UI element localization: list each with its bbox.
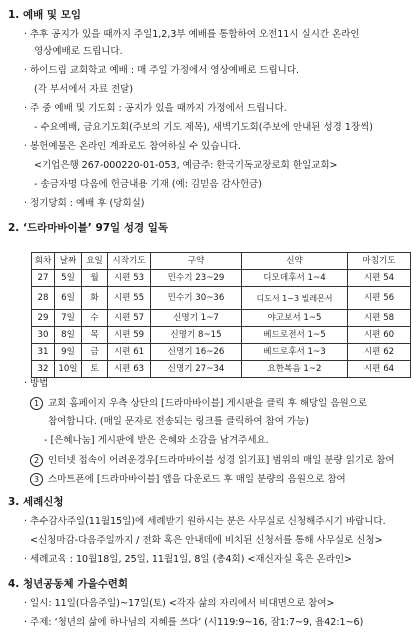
table-row <box>32 327 411 344</box>
cell-ot: 신명기 8~15 <box>151 327 242 344</box>
reading-schedule-table <box>31 252 411 378</box>
table-row <box>32 270 411 287</box>
cell-weekday: 화 <box>82 287 108 310</box>
cell-round: 31 <box>32 344 55 361</box>
method-step-3 <box>30 473 346 486</box>
section-title-baptism: 3. 세례신청 <box>8 496 64 508</box>
cell-opening: 시편 63 <box>108 361 151 378</box>
retreat-theme: · 주제: ‘청년의 삶에 하나님의 지혜를 쓰다’ (시119:9~16, 잠1:7~9, 욥42:1~6) <box>24 617 364 628</box>
cell-closing: 시편 58 <box>348 310 411 327</box>
cell-nt: 디도서 1~3 빌레몬서 <box>242 287 348 310</box>
baptism-line-2: <신청마감-다음주일까지 / 전화 혹은 안내데에 비치된 신청서를 통해 사무실로 신청> <box>30 535 383 546</box>
cell-date: 8일 <box>55 327 82 344</box>
header-date: 날짜 <box>55 253 82 270</box>
method-step-1-text: 교회 홈페이지 우측 상단의 [드라마바이블] 게시판을 클릭 후 해당일 음원으로 <box>48 398 368 409</box>
baptism-line-3: · 세례교육 : 10월18일, 25일, 11월1일, 8일 (총4회) <재신자실 혹은 온라인> <box>24 554 353 565</box>
cell-nt: 요한복음 1~2 <box>242 361 348 378</box>
cell-closing: 시편 64 <box>348 361 411 378</box>
number-1-badge: 1 <box>30 397 43 410</box>
header-new-testament: 신약 <box>242 253 348 270</box>
cell-nt: 디모데후서 1~4 <box>242 270 348 287</box>
cell-weekday: 수 <box>82 310 108 327</box>
header-closing-prayer: 마침기도 <box>348 253 411 270</box>
cell-closing: 시편 60 <box>348 327 411 344</box>
cell-closing: 시편 56 <box>348 287 411 310</box>
cell-ot: 민수기 23~29 <box>151 270 242 287</box>
cell-round: 30 <box>32 327 55 344</box>
table-header-row <box>32 253 411 270</box>
cell-ot: 신명기 16~26 <box>151 344 242 361</box>
cell-round: 27 <box>32 270 55 287</box>
cell-nt: 야고보서 1~5 <box>242 310 348 327</box>
section-title-bible-reading: 2. ‘드라마바이블’ 97일 성경 일독 <box>8 222 169 234</box>
worship-line-4: (각 부서에서 자료 전달) <box>34 84 134 95</box>
cell-date: 9일 <box>55 344 82 361</box>
table-row <box>32 287 411 310</box>
cell-round: 29 <box>32 310 55 327</box>
cell-closing: 시편 62 <box>348 344 411 361</box>
number-2-badge: 2 <box>30 454 43 467</box>
worship-line-3: · 하이드림 교회학교 예배 : 매 주일 가정에서 영상예배로 드립니다. <box>24 65 300 76</box>
method-label: · 방법 <box>24 378 49 389</box>
cell-nt: 베드로후서 1~3 <box>242 344 348 361</box>
header-weekday: 요일 <box>82 253 108 270</box>
worship-line-2: 영상예배로 드립니다. <box>34 46 123 57</box>
worship-line-7: · 봉헌예물은 온라인 계좌로도 참여하실 수 있습니다. <box>24 141 241 152</box>
method-step-2 <box>30 454 395 467</box>
cell-ot: 민수기 30~36 <box>151 287 242 310</box>
baptism-line-1: · 추수감사주일(11월15일)에 세례받기 원하시는 분은 사무실로 신청해주시기 바랍니다. <box>24 516 386 527</box>
method-step-1-cont: 참여합니다. (매일 문자로 전송되는 링크를 클릭하여 참여 가능) <box>48 416 309 427</box>
cell-date: 6일 <box>55 287 82 310</box>
section-title-worship: 1. 예배 및 모임 <box>8 9 81 21</box>
worship-line-10: · 정기당회 : 예배 후 (당회실) <box>24 198 145 209</box>
cell-opening: 시편 55 <box>108 287 151 310</box>
bank-account-info: <기업은행 267-000220-01-053, 예금주: 한국기독교장로회 한일교회> <box>34 160 338 171</box>
method-step-1 <box>30 397 367 410</box>
cell-ot: 신명기 1~7 <box>151 310 242 327</box>
cell-closing: 시편 54 <box>348 270 411 287</box>
cell-nt: 베드로전서 1~5 <box>242 327 348 344</box>
cell-weekday: 금 <box>82 344 108 361</box>
cell-date: 5일 <box>55 270 82 287</box>
cell-round: 28 <box>32 287 55 310</box>
header-opening-prayer: 시작기도 <box>108 253 151 270</box>
cell-opening: 시편 61 <box>108 344 151 361</box>
header-round: 회차 <box>32 253 55 270</box>
cell-opening: 시편 59 <box>108 327 151 344</box>
worship-line-6: - 수요예배, 금요기도회(주보의 기도 제목), 새벽기도회(주보에 안내된 성경 1장씩) <box>34 122 373 133</box>
cell-weekday: 목 <box>82 327 108 344</box>
cell-opening: 시편 57 <box>108 310 151 327</box>
number-3-badge: 3 <box>30 473 43 486</box>
section-title-youth-retreat: 4. 청년공동체 가을수련회 <box>8 578 129 590</box>
table-row <box>32 310 411 327</box>
header-old-testament: 구약 <box>151 253 242 270</box>
table-row <box>32 344 411 361</box>
cell-ot: 신명기 27~34 <box>151 361 242 378</box>
cell-round: 32 <box>32 361 55 378</box>
cell-weekday: 월 <box>82 270 108 287</box>
method-step-1-note: - [은혜나눔] 게시판에 받은 은혜와 소감을 남겨주세요. <box>44 435 269 446</box>
worship-line-1: · 추후 공지가 있을 때까지 주일1,2,3부 예배를 통합하여 오전11시 실시간 온라인 <box>24 29 360 40</box>
method-step-3-text: 스마트폰에 [드라마바이블] 앱을 다운로드 후 매일 분량의 음원으로 참여 <box>48 474 346 485</box>
retreat-dates: · 일시: 11일(다음주일)~17일(토) <각자 삶의 자리에서 비대면으로 참여> <box>24 598 335 609</box>
cell-date: 10일 <box>55 361 82 378</box>
table-row <box>32 361 411 378</box>
cell-opening: 시편 53 <box>108 270 151 287</box>
cell-date: 7일 <box>55 310 82 327</box>
worship-line-9: - 송금자명 다음에 헌금내용 기재 (예: 김믿음 감사헌금) <box>34 179 262 190</box>
worship-line-5: · 주 중 예배 및 기도회 : 공지가 있을 때까지 가정에서 드립니다. <box>24 103 287 114</box>
method-step-2-text: 인터넷 접속이 어려운경우[드라마바이블 성경 읽기표] 범위의 매일 분량 읽기로 참여 <box>48 455 395 466</box>
cell-weekday: 토 <box>82 361 108 378</box>
